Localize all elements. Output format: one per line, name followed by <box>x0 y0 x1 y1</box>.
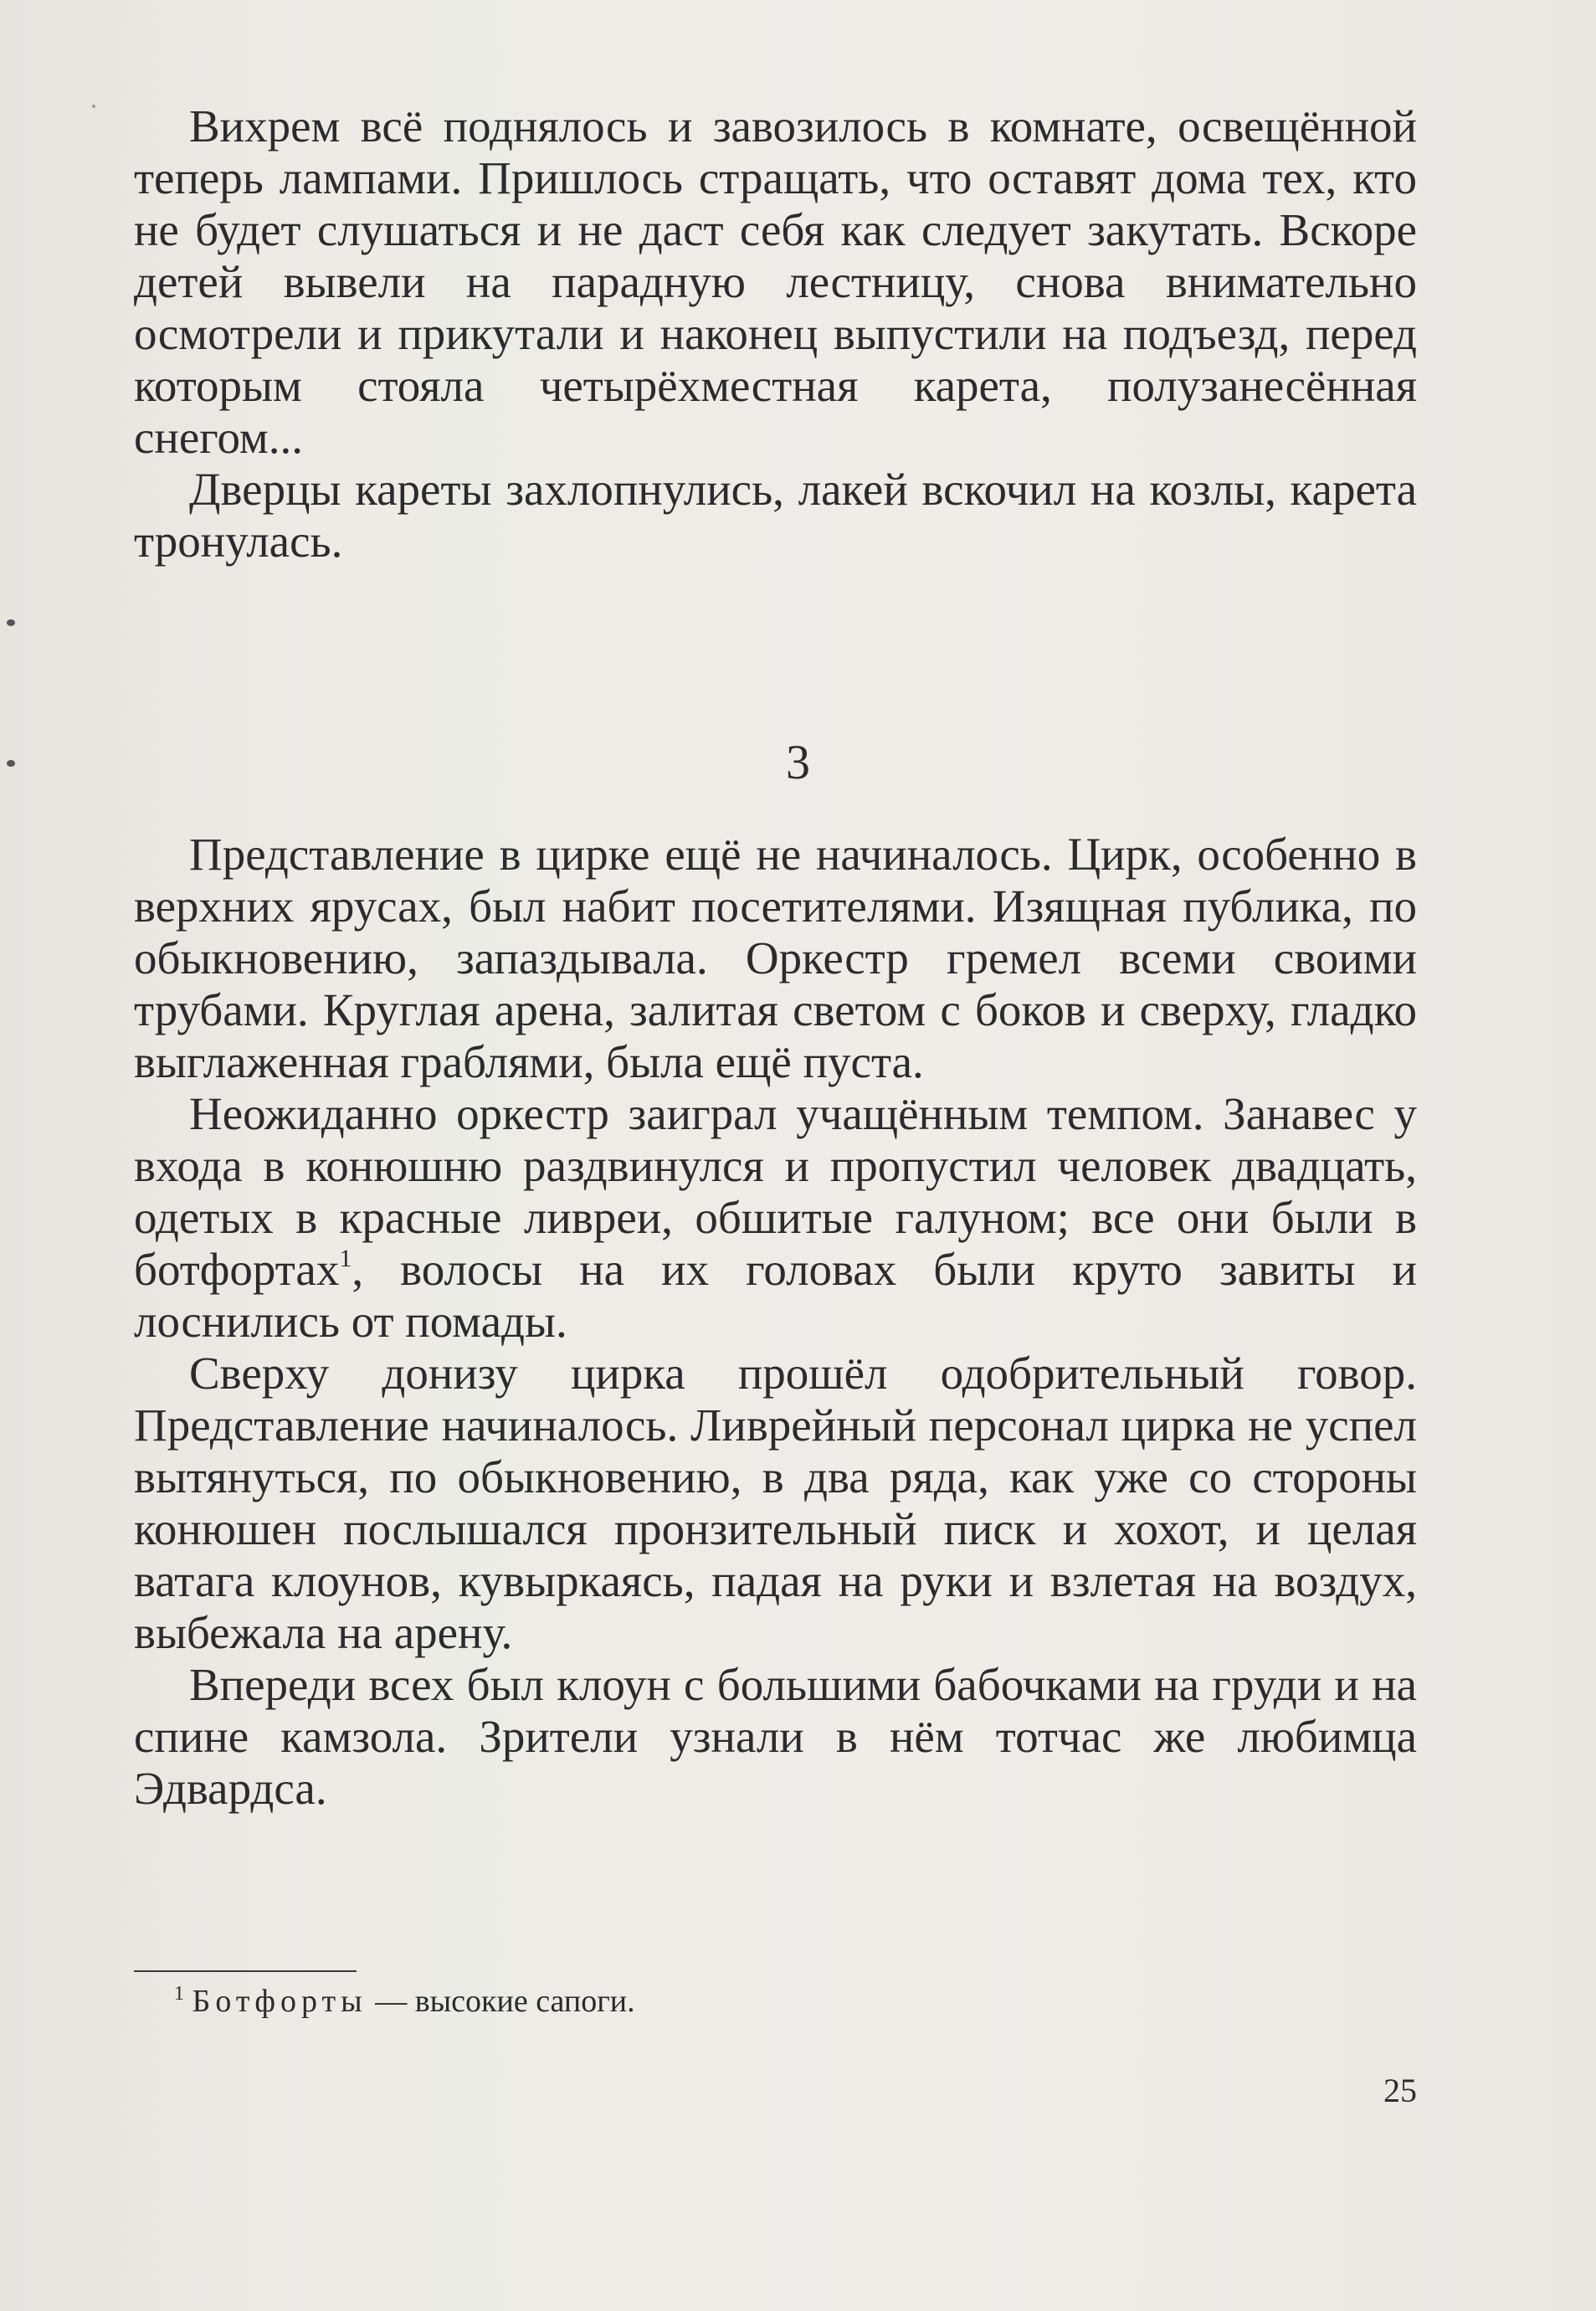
paragraph: Сверху донизу цирка прошёл одобрительный говор. Представление начиналось. Ливрейный персонал цирка не успел вытянуться, по обыкновению, в два ряда, как уже со стороны конюшен послышался пронзительный писк и хохот, и целая ватага клоунов, кувыркаясь, падая на руки и взлетая на воздух, выбежала на арену. <box>134 1348 1417 1658</box>
footnote <box>174 1980 635 2022</box>
paragraph: Впереди всех был клоун с большими бабочками на груди и на спине камзола. Зрители узнали в нём тотчас же любимца Эдвардса. <box>134 1659 1417 1814</box>
footnote-definition: — высокие сапоги. <box>367 1984 635 2019</box>
paragraph <box>134 1088 1417 1348</box>
footnote-divider <box>134 1970 357 1972</box>
paragraph-text: , волосы на их головах были круто завиты и лоснились от помады. <box>134 1244 1417 1347</box>
paragraph: Представление в цирке ещё не начиналось. Цирк, особенно в верхних ярусах, был набит посетителями. Изящная публика, по обыкновению, запаздывала. Оркестр гремел всеми своими трубами. Круглая арена, залитая светом с боков и сверху, гладко выглаженная граблями, была ещё пуста. <box>134 829 1417 1087</box>
chapter-number: 3 <box>786 735 810 789</box>
paragraph: Вихрем всё поднялось и завозилось в комнате, освещённой теперь лампами. Пришлось стращать, что оставят дома тех, кто не будет слушаться и не даст себя как следует закутать. Вскоре детей вывели на парадную лестницу, снова внимательно осмотрели и прикутали и наконец выпустили на подъезд, перед которым стояла четырёхместная карета, полузанесённая снегом... <box>134 100 1417 463</box>
text-block-chapter <box>134 829 1417 1815</box>
footnote-term: Ботфорты <box>192 1984 367 2019</box>
footnote-reference: 1 <box>339 1245 352 1272</box>
paper-speck <box>92 105 95 108</box>
page-number: 25 <box>1383 2072 1417 2109</box>
margin-mark <box>7 619 15 626</box>
paragraph-text: Неожиданно оркестр заиграл учащённым темпом. Занавес у входа в конюшню раздвинулся и пропустил человек двадцать, одетых в красные ливреи, обшитые галуном; все они были в ботфортах <box>134 1088 1417 1295</box>
paragraph: Дверцы кареты захлопнулись, лакей вскочил на козлы, карета тронулась. <box>134 464 1417 567</box>
text-block-top <box>134 100 1417 567</box>
footnote-mark: 1 <box>174 1983 184 2005</box>
